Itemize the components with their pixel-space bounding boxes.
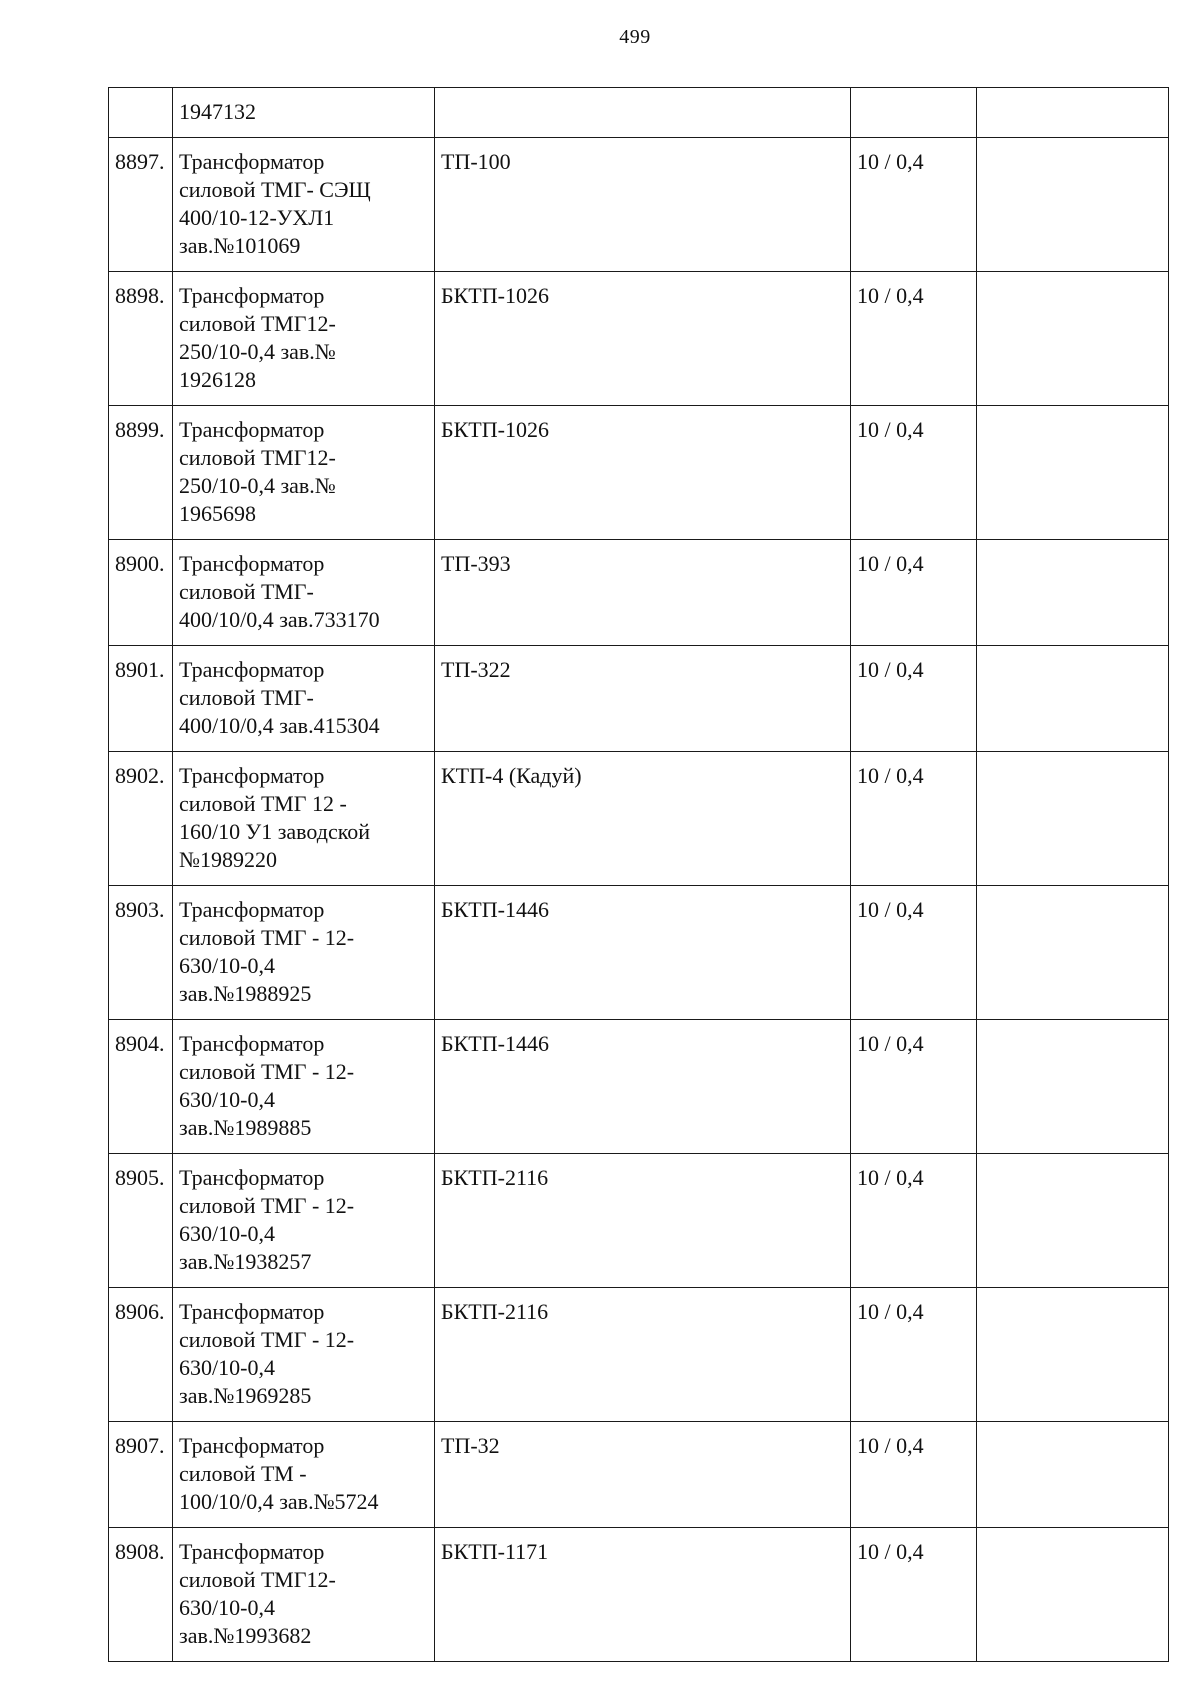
equipment-name: Трансформатор силовой ТМГ 12 - 160/10 У1 заводской №1989220: [173, 752, 435, 886]
voltage-class: 10 / 0,4: [851, 1020, 977, 1154]
row-number: 8906.: [109, 1288, 173, 1422]
row-number: 8897.: [109, 138, 173, 272]
installation-site: ТП-322: [435, 646, 851, 752]
extra-column: [977, 1154, 1169, 1288]
voltage-class: 10 / 0,4: [851, 1422, 977, 1528]
table-row: [109, 272, 1169, 406]
table-row: [109, 1154, 1169, 1288]
voltage-class: 10 / 0,4: [851, 272, 977, 406]
voltage-class: 10 / 0,4: [851, 138, 977, 272]
extra-column: [977, 406, 1169, 540]
table-row: [109, 1020, 1169, 1154]
equipment-name: Трансформатор силовой ТМГ12- 250/10-0,4 зав.№ 1926128: [173, 272, 435, 406]
equipment-table: [108, 87, 1169, 1662]
installation-site: БКТП-1446: [435, 886, 851, 1020]
extra-column: [977, 1422, 1169, 1528]
voltage-class: 10 / 0,4: [851, 540, 977, 646]
installation-site: ТП-393: [435, 540, 851, 646]
installation-site: БКТП-2116: [435, 1154, 851, 1288]
row-number: 8908.: [109, 1528, 173, 1662]
equipment-name: Трансформатор силовой ТМГ12- 250/10-0,4 зав.№ 1965698: [173, 406, 435, 540]
voltage-class: 10 / 0,4: [851, 752, 977, 886]
table-row: [109, 540, 1169, 646]
extra-column: [977, 886, 1169, 1020]
installation-site: БКТП-1026: [435, 272, 851, 406]
extra-column: [977, 272, 1169, 406]
voltage-class: 10 / 0,4: [851, 886, 977, 1020]
row-number: 8899.: [109, 406, 173, 540]
table-row: [109, 1528, 1169, 1662]
row-number: 8900.: [109, 540, 173, 646]
row-number: 8898.: [109, 272, 173, 406]
table-row: [109, 1288, 1169, 1422]
equipment-name: Трансформатор силовой ТМГ- 400/10/0,4 зав.415304: [173, 646, 435, 752]
extra-column: [977, 1020, 1169, 1154]
installation-site: ТП-100: [435, 138, 851, 272]
equipment-name: Трансформатор силовой ТМГ- 400/10/0,4 зав.733170: [173, 540, 435, 646]
equipment-name: Трансформатор силовой ТМГ - 12- 630/10-0,4 зав.№1988925: [173, 886, 435, 1020]
voltage-class: [851, 88, 977, 138]
equipment-name: Трансформатор силовой ТМ - 100/10/0,4 зав.№5724: [173, 1422, 435, 1528]
page-number: 499: [619, 26, 651, 48]
extra-column: [977, 88, 1169, 138]
extra-column: [977, 646, 1169, 752]
row-number: 8904.: [109, 1020, 173, 1154]
equipment-name: 1947132: [173, 88, 435, 138]
voltage-class: 10 / 0,4: [851, 1154, 977, 1288]
extra-column: [977, 1528, 1169, 1662]
installation-site: [435, 88, 851, 138]
extra-column: [977, 540, 1169, 646]
extra-column: [977, 752, 1169, 886]
voltage-class: 10 / 0,4: [851, 406, 977, 540]
voltage-class: 10 / 0,4: [851, 1288, 977, 1422]
installation-site: ТП-32: [435, 1422, 851, 1528]
equipment-name: Трансформатор силовой ТМГ- СЭЩ 400/10-12-УХЛ1 зав.№101069: [173, 138, 435, 272]
equipment-name: Трансформатор силовой ТМГ - 12- 630/10-0,4 зав.№1969285: [173, 1288, 435, 1422]
row-number: 8907.: [109, 1422, 173, 1528]
installation-site: КТП-4 (Кадуй): [435, 752, 851, 886]
table-row: [109, 646, 1169, 752]
table-row: [109, 752, 1169, 886]
installation-site: БКТП-1026: [435, 406, 851, 540]
equipment-name: Трансформатор силовой ТМГ - 12- 630/10-0,4 зав.№1989885: [173, 1020, 435, 1154]
installation-site: БКТП-2116: [435, 1288, 851, 1422]
installation-site: БКТП-1171: [435, 1528, 851, 1662]
voltage-class: 10 / 0,4: [851, 646, 977, 752]
extra-column: [977, 138, 1169, 272]
voltage-class: 10 / 0,4: [851, 1528, 977, 1662]
table-row: [109, 1422, 1169, 1528]
table-row: [109, 886, 1169, 1020]
extra-column: [977, 1288, 1169, 1422]
installation-site: БКТП-1446: [435, 1020, 851, 1154]
row-number: 8901.: [109, 646, 173, 752]
table-row: [109, 406, 1169, 540]
row-number: 8903.: [109, 886, 173, 1020]
equipment-name: Трансформатор силовой ТМГ12- 630/10-0,4 зав.№1993682: [173, 1528, 435, 1662]
row-number: 8902.: [109, 752, 173, 886]
table-row: [109, 138, 1169, 272]
row-number: [109, 88, 173, 138]
row-number: 8905.: [109, 1154, 173, 1288]
equipment-name: Трансформатор силовой ТМГ - 12- 630/10-0,4 зав.№1938257: [173, 1154, 435, 1288]
table-row-continuation: [109, 88, 1169, 138]
